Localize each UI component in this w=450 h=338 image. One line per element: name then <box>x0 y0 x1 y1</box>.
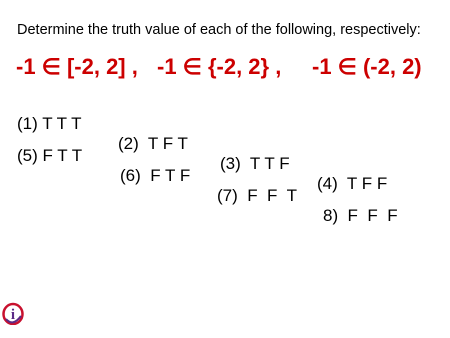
option-3: (3) T T F <box>220 154 290 173</box>
option-6: (6) F T F <box>120 166 191 185</box>
info-logo-icon <box>2 301 24 325</box>
question-prompt: Determine the truth value of each of the following, respectively: <box>17 22 421 38</box>
statement-1: -1 ∈ [-2, 2] , <box>16 54 138 79</box>
logo-letter: i <box>10 307 16 323</box>
option-1: (1) T T T <box>17 114 82 133</box>
option-7: (7) F F T <box>217 186 297 205</box>
option-4: (4) T F F <box>317 174 388 193</box>
option-2: (2) T F T <box>118 134 188 153</box>
option-8: 8) F F F <box>323 206 398 225</box>
statement-2: -1 ∈ {-2, 2} , <box>157 54 282 79</box>
statement-3: -1 ∈ (-2, 2) <box>312 54 422 79</box>
option-5: (5) F T T <box>17 146 83 165</box>
